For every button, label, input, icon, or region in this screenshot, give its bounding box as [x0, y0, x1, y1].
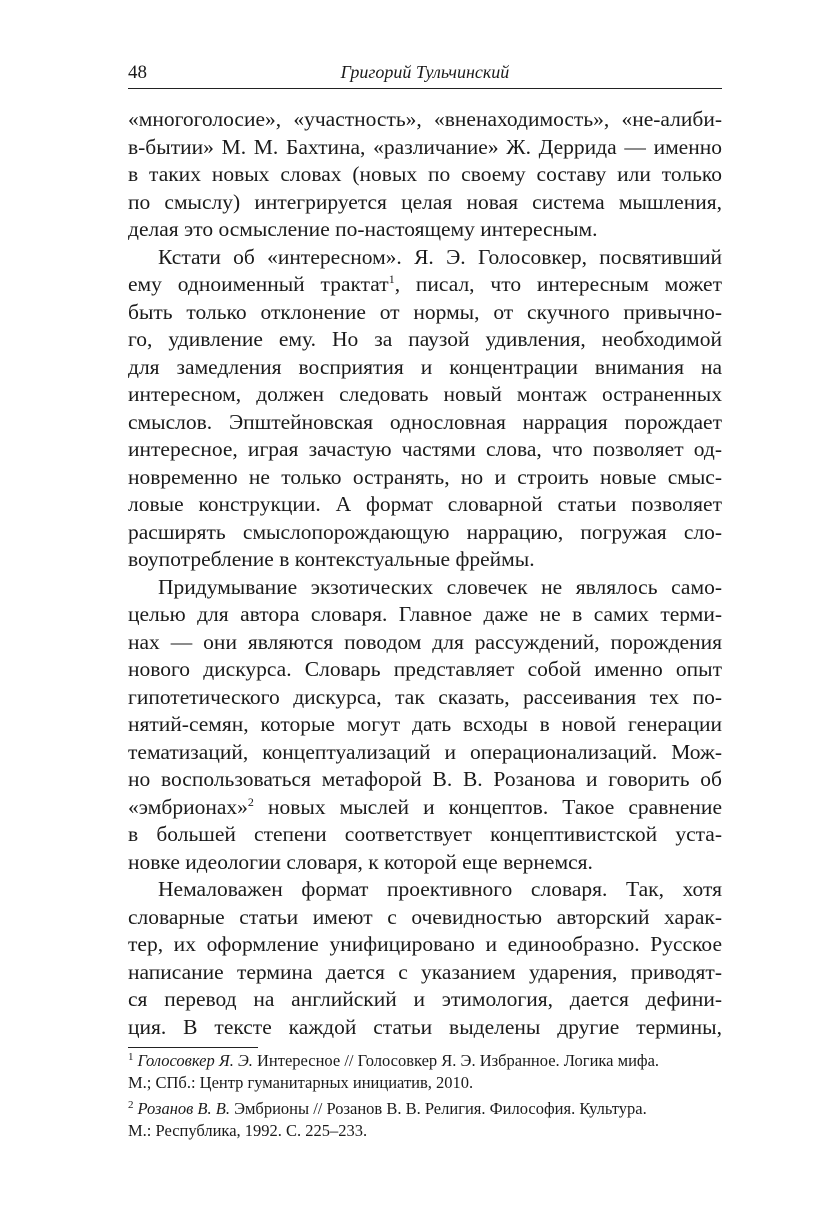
footnote-text: Интересное // Голосовкер Я. Э. Избранное. Логика мифа. [252, 1051, 660, 1070]
text-line: интересное, играя зачастую частями слова, что позволяет од- [128, 437, 722, 461]
footnote-line: М.: Республика, 1992. С. 225–233. [128, 1121, 368, 1140]
paragraph-1 [128, 106, 722, 244]
text-line: написание термина дается с указанием ударения, приводят- [128, 959, 722, 984]
text-line: новременно не только остранять, но и строить новые смыс- [128, 464, 722, 489]
text-line: но воспользоваться метафорой В. В. Розанова и говорить об [128, 767, 722, 791]
footnote-line [128, 1098, 722, 1120]
text-line: в-бытии» М. М. Бахтина, «различание» Ж. Деррида — именно [128, 134, 722, 159]
text-segment: ему одноименный трактат [128, 272, 389, 296]
text-line: нового дискурса. Словарь представляет собой именно опыт [128, 657, 722, 681]
text-line: ся перевод на английский и этимология, дается дефини- [128, 987, 722, 1011]
text-line: в таких новых словах (новых по своему составу или только [128, 162, 722, 186]
text-line: воупотребление в контекстуальные фреймы. [128, 547, 535, 571]
text-line: Придумывание экзотических словечек не являлось само- [158, 574, 722, 599]
text-line: для замедления восприятия и концентрации внимания на [128, 354, 722, 379]
footnote-text: Эмбрионы // Розанов В. В. Религия. Философия. Культура. [229, 1099, 647, 1118]
text-line-with-footnote [128, 271, 722, 299]
text-line: словарные статьи имеют с очевидностью авторский харак- [128, 904, 722, 929]
text-line: тематизаций, концептуализаций и операционализаций. Мож- [128, 739, 722, 764]
paragraph-4 [128, 876, 722, 1041]
text-line: расширять смыслопорождающую наррацию, погружая сло- [128, 519, 722, 544]
footnote-ref-1[interactable]: 1 [388, 271, 395, 286]
text-line: ловые конструкции. А формат словарной статьи позволяет [128, 492, 722, 516]
footnote-rule [128, 1047, 258, 1048]
text-line: делая это осмысление по-настоящему интересным. [128, 217, 598, 241]
text-line: «многоголосие», «участность», «вненаходимость», «не-алиби- [128, 107, 722, 131]
footnotes [128, 1050, 722, 1146]
text-line: целью для автора словаря. Главное даже не в самих терми- [128, 602, 722, 626]
footnote-1 [128, 1050, 722, 1094]
text-line: по смыслу) интегрируется целая новая система мышления, [128, 189, 722, 214]
text-line: гипотетического дискурса, так сказать, рассеивания тех по- [128, 684, 722, 709]
footnote-mark: 2 [128, 1098, 134, 1111]
text-line: тер, их оформление унифицировано и единообразно. Русское [128, 932, 722, 956]
text-line: смыслов. Эпштейновская однословная наррация порождает [128, 409, 722, 434]
text-line: го, удивление ему. Но за паузой удивления, необходимой [128, 327, 722, 351]
text-line: нах — они являются поводом для рассуждений, порождения [128, 629, 722, 654]
page-number: 48 [128, 62, 147, 83]
footnote-author: Голосовкер Я. Э. [137, 1051, 253, 1070]
text-line: ция. В тексте каждой статьи выделены другие термины, [128, 1014, 722, 1039]
text-line: быть только отклонение от нормы, от скучного привычно- [128, 299, 722, 324]
footnote-2 [128, 1098, 722, 1142]
text-line: Кстати об «интересном». Я. Э. Голосовкер, посвятивший [158, 244, 722, 269]
page-header [128, 62, 722, 86]
header-rule [128, 88, 722, 89]
footnote-line [128, 1050, 722, 1072]
text-line: Немаловажен формат проективного словаря. Так, хотя [158, 877, 722, 901]
text-line-with-footnote [128, 794, 722, 822]
text-line: нятий-семян, которые могут дать всходы в новой генерации [128, 712, 722, 736]
text-segment: «эмбрионах» [128, 794, 248, 819]
running-title: Григорий Тульчинский [340, 62, 510, 82]
paragraph-2 [128, 244, 722, 574]
paragraph-3 [128, 574, 722, 877]
footnote-ref-2[interactable]: 2 [247, 794, 254, 809]
body-text [128, 106, 722, 1041]
footnote-mark: 1 [128, 1050, 134, 1063]
text-line: интересном, должен следовать новый монтаж остраненных [128, 382, 722, 406]
footnote-line: М.; СПб.: Центр гуманитарных инициатив, 2010. [128, 1073, 474, 1092]
text-segment: новых мыслей и концептов. Такое сравнение [253, 794, 722, 819]
text-segment: , писал, что интересным может [394, 272, 722, 296]
text-line: в большей степени соответствует концептивистской уста- [128, 822, 722, 846]
footnote-author: Розанов В. В. [137, 1099, 230, 1118]
text-line: новке идеологии словаря, к которой еще вернемся. [128, 849, 593, 874]
